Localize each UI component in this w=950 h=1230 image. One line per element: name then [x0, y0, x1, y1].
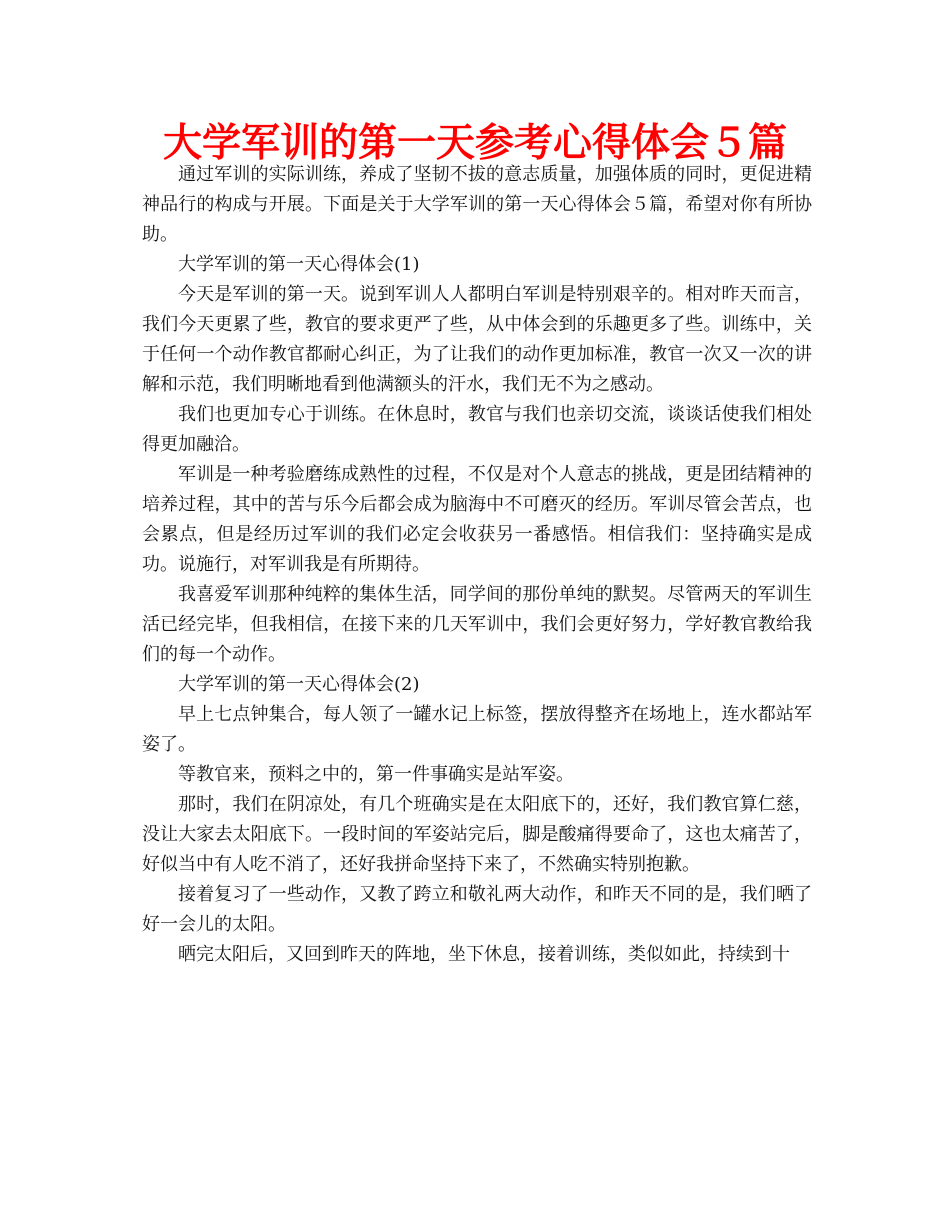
paragraph: 今天是军训的第一天。说到军训人人都明白军训是特别艰辛的。相对昨天而言，我们今天更累了些，教官的要求更严了些，从中体会到的乐趣更多了些。训练中，关于任何一个动作教官都耐心纠正，为了让我们的动作更加标准，教官一次又一次的讲解和示范，我们明晰地看到他满额头的汗水，我们无不为之感动。 [142, 284, 812, 395]
paragraph: 早上七点钟集合，每人领了一罐水记上标签，摆放得整齐在场地上，连水都站军姿了。 [142, 704, 812, 755]
paragraph: 等教官来，预料之中的，第一件事确实是站军姿。 [178, 764, 574, 785]
document-title: 大学军训的第一天参考心得体会５篇 [162, 121, 787, 166]
paragraph: 我喜爱军训那种纯粹的集体生活，同学间的那份单纯的默契。尽管两天的军训生活已经完毕，但我相信，在接下来的几天军训中，我们会更好努力，学好教官教给我们的每一个动作。 [142, 584, 812, 665]
section-heading: 大学军训的第一天心得体会(2) [178, 674, 420, 695]
paragraph: 晒完太阳后，又回到昨天的阵地，坐下休息，接着训练，类似如此，持续到十 [178, 944, 790, 965]
paragraph: 那时，我们在阴凉处，有几个班确实是在太阳底下的，还好，我们教官算仁慈，没让大家去太阳底下。一段时间的军姿站完后，脚是酸痛得要命了，这也太痛苦了，好似当中有人吃不消了，还好我拼命坚持下来了，不然确实特别抱歉。 [142, 794, 812, 875]
paragraph: 军训是一种考验磨练成熟性的过程，不仅是对个人意志的挑战，更是团结精神的培养过程，其中的苦与乐今后都会成为脑海中不可磨灭的经历。军训尽管会苦点，也会累点，但是经历过军训的我们必定会收获另一番感悟。相信我们：坚持确实是成功。说施行，对军训我是有所期待。 [142, 464, 812, 575]
document-body [142, 160, 812, 970]
paragraph: 接着复习了一些动作，又教了跨立和敬礼两大动作，和昨天不同的是，我们晒了好一会儿的太阳。 [142, 884, 812, 935]
paragraph: 我们也更加专心于训练。在休息时，教官与我们也亲切交流，谈谈话使我们相处得更加融洽。 [142, 404, 812, 455]
section-heading: 大学军训的第一天心得体会(1) [178, 254, 420, 275]
paragraph: 通过军训的实际训练，养成了坚韧不拔的意志质量，加强体质的同时，更促进精神品行的构成与开展。下面是关于大学军训的第一天心得体会５篇，希望对你有所协助。 [142, 164, 812, 245]
